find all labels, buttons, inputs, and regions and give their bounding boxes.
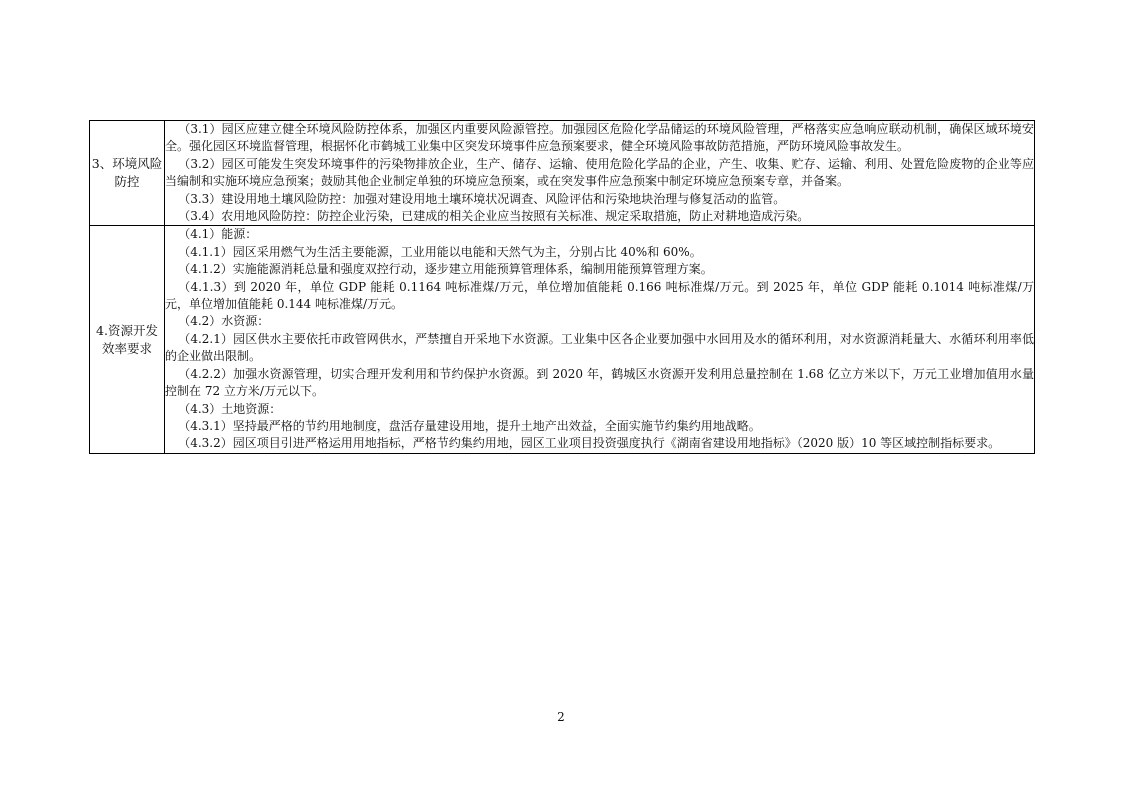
paragraph: （4.3.1）坚持最严格的节约用地制度，盘活存量建设用地，提升土地产出效益，全面实施节约集约用地战略。 [178,418,761,433]
paragraph: （4.2.2）加强水资源管理，切实合理开发利用和节约保护水资源。到 2020 年，鹤城区水资源开发利用总量控制在 1.68 亿立方米以下，万元工业增加值用水量控制在 72 立方米/万元以下。 [165,366,1034,399]
category-label: 4.资源开发效率要求 [96,322,158,356]
paragraph: （3.2）园区可能发生突发环境事件的污染物排放企业，生产、储存、运输、使用危险化学品的企业，产生、收集、贮存、运输、利用、处置危险废物的企业等应当编制和实施环境应急预案；鼓励其他企业制定单独的环境应急预案，或在突发事件应急预案中制定环境应急预案专章，并备案。 [165,156,1034,189]
category-cell [90,226,165,453]
paragraph: （3.1）园区应建立健全环境风险防控体系，加强区内重要风险源管控。加强园区危险化学品储运的环境风险管理，严格落实应急响应联动机制，确保区域环境安全。强化园区环境监督管理，根据怀化市鹤城工业集中区突发环境事件应急预案要求，健全环境风险事故防范措施，严防环境风险事故发生。 [165,122,1034,154]
content-cell [165,121,1035,226]
paragraph: （4.1.2）实施能源消耗总量和强度双控行动，逐步建立用能预算管理体系，编制用能预算管理方案。 [178,262,713,277]
paragraph: （4.1）能源： [178,227,258,242]
paragraph: （4.2.1）园区供水主要依托市政管网供水，严禁擅自开采地下水资源。工业集中区各企业要加强中水回用及水的循环利用，对水资源消耗量大、水循环利用率低的企业做出限制。 [165,331,1034,364]
paragraph: （3.4）农用地风险防控：防控企业污染，已建成的相关企业应当按照有关标准、规定采取措施，防止对耕地造成污染。 [178,209,810,224]
paragraph: （3.3）建设用地土壤风险防控：加强对建设用地土壤环境状况调查、风险评估和污染地块治理与修复活动的监管。 [178,191,786,206]
page-number: 2 [557,710,565,724]
table-row [90,226,1035,453]
category-cell [90,121,165,226]
content-cell [165,226,1035,453]
category-label: 3、环境风险防控 [91,156,163,190]
paragraph: （4.1.1）园区采用燃气为生活主要能源，工业用能以电能和天然气为主，分别占比 40%和 60%。 [178,244,702,259]
paragraph: （4.2）水资源： [178,314,270,329]
paragraph: （4.3）土地资源： [178,401,282,416]
paragraph: （4.1.3）到 2020 年，单位 GDP 能耗 0.1164 吨标准煤/万元，单位增加值能耗 0.166 吨标准煤/万元。到 2025 年，单位 GDP 能耗 0.1014 吨标准煤/万元，单位增加值能耗 0.144 吨标准煤/万元。 [165,279,1034,312]
requirements-table [89,120,1035,454]
paragraph: （4.3.2）园区项目引进严格运用用地指标，严格节约集约用地，园区工业项目投资强度执行《湖南省建设用地指标》（2020 版）10 等区域控制指标要求。 [178,436,1001,451]
table-row [90,121,1035,226]
